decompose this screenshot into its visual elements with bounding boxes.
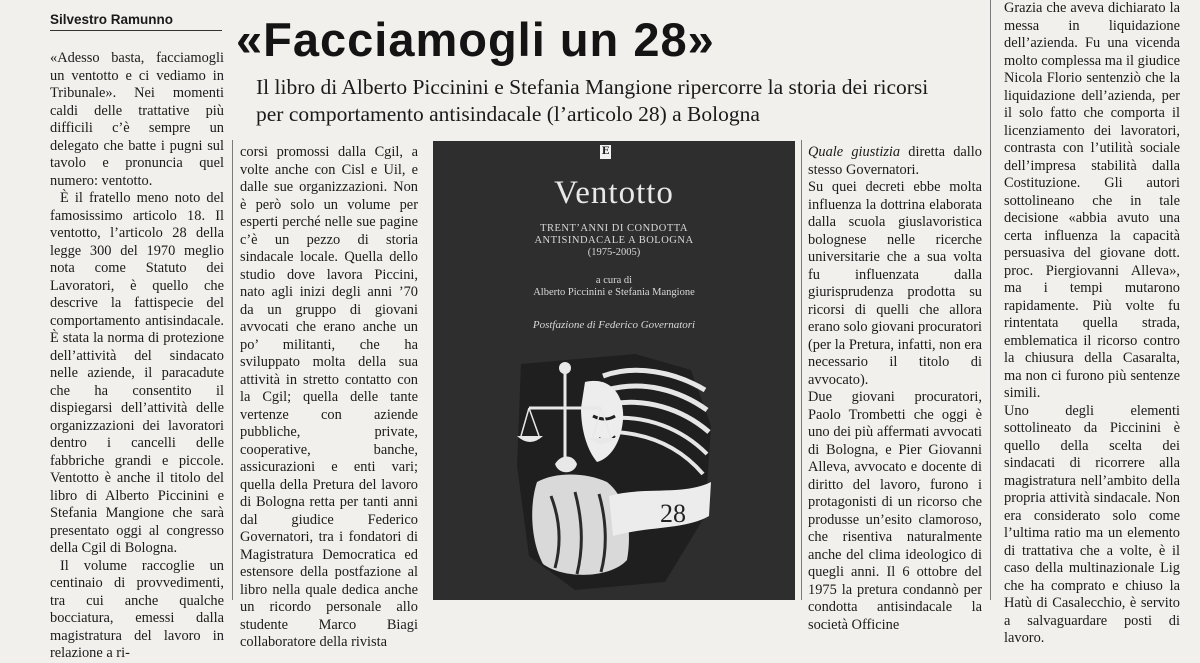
- column-3-paragraph-3: Due giovani procuratori, Paolo Trombetti che oggi è uno dei più affermati avvocati di Bologna, e Pier Giovanni Alleva, avvocato e docente di diritto del lavoro, furono i protagonisti di un ricorso che produsse un’esito clamoroso, che risentiva naturalmente anche del clima ideologico di quegli anni. Il 6 ottobre del 1975 la pretura condannò per condotta antisindacale la società Officine: [808, 389, 982, 633]
- column-3-paragraph-2: Su quei decreti ebbe molta influenza la dottrina elaborata dalla scuola giuslavoristica bolognese nelle ricerche universitarie che a sua volta fu influenzata dalla giurisprudenza prodotta su ricorsi di quelli che allora erano solo giovani procuratori (per la Pretura, infatti, non era necessario il titolo di avvocato).: [808, 179, 982, 388]
- column-divider: [801, 140, 802, 600]
- column-3-paragraph-1-text: diretta dallo stesso Governatori.: [808, 144, 982, 178]
- book-editors: [433, 275, 795, 299]
- column-1-paragraph-3: Il volume raccoglie un centinaio di provvedimenti, tra cui anche qualche bocciatura, emessi dalla magistratura del lavoro in relazione a ri-: [50, 557, 224, 661]
- book-subtitle: [433, 223, 795, 247]
- magazine-title: Quale giustizia: [808, 144, 901, 160]
- book-dates: (1975-2005): [587, 247, 641, 258]
- column-4-paragraph-2: Uno degli elementi sottolineato da Piccinini è quello della scelta dei sindacati di ricorrere alla magistratura nell’ambito della propria attività sindacale. Non era considerato solo come l’ultima ratio ma un elemento di trattativa che a volte, è il caso della multinazionale Lig che ha comprato e chiuso la Hatù di Casalecchio, è servito a salvaguardare posti di lavoro.: [1004, 402, 1180, 646]
- column-1-paragraph-2: È il fratello meno noto del famosissimo articolo 18. Il ventotto, l’articolo 28 della legge 300 del 1970 meglio nota come Statuto dei Lavoratori, è quello che descrive la fattispecie del comportamento antisindacale. È stata la norma di protezione dell’attività del sindacato nelle aziende, il paracadute che ha consentito il dispiegarsi dell’attività delle organizzazioni dei lavoratori dentro i cancelli delle fabbriche grandi e piccole. Ventotto è anche il titolo del libro di Alberto Piccinini e Stefania Mangione che sarà presentato oggi al congresso della Cgil di Bologna.: [50, 190, 224, 556]
- article-column-1: [50, 50, 224, 663]
- book-cover-image: [433, 141, 795, 600]
- book-subtitle-line-2: ANTISINDACALE A BOLOGNA: [534, 235, 694, 246]
- book-afterword: Postfazione di Federico Governatori: [532, 319, 696, 331]
- book-title: Ventotto: [554, 175, 674, 211]
- book-subtitle-line-1: TRENT’ANNI DI CONDOTTA: [540, 223, 688, 234]
- column-2-paragraph-1: corsi promossi dalla Cgil, a volte anche con Cisl e Uil, e dalle sue organizzazioni. Non è però solo un volume per esperti perché nelle sue pagine c’è un pezzo di storia sindacale locale. Quella dello studio dove lavora Piccini, nato agli inizi degli anni ’70 da un gruppo di giovani avvocati che erano anche un po’ militanti, che ha sviluppato molta della sua attività in stretto contatto con la Cgil; quella delle tante vertenze con aziende pubbliche, private, cooperative, banche, assicurazioni e enti vari; quella della Pretura del lavoro di Bologna retta per tanti anni dal giudice Federico Governatori, tra i fondatori di Magistratura Democratica ed estensore della postfazione al libro nella quale dedica anche un ricordo personale allo studente Marco Biagi collaboratore della rivista: [240, 144, 418, 650]
- justice-emblem-illustration: [515, 346, 715, 596]
- column-divider: [232, 140, 233, 600]
- article-subheadline: Il libro di Alberto Piccinini e Stefania Mangione ripercorre la storia dei ricorsi per comportamento antisindacale (l’articolo 28) a Bologna: [256, 75, 929, 126]
- book-editors-label: a cura di: [595, 275, 633, 286]
- column-3-paragraph-1: [808, 144, 982, 179]
- article-column-3: [808, 144, 982, 634]
- emblem-number: 28: [660, 499, 686, 528]
- column-divider: [990, 0, 991, 600]
- article-byline: Silvestro Ramunno: [50, 12, 174, 27]
- column-1-paragraph-1: «Adesso basta, facciamogli un ventotto e ci vediamo in Tribunale». Nei momenti caldi delle trattative più difficili c’è sempre un delegato che batte i pugni sul tavolo e pronuncia quel numero: ventotto.: [50, 50, 224, 189]
- column-4-paragraph-1: Grazia che aveva dichiarato la messa in liquidazione dell’azienda. Fu una vicenda molto complessa ma il giudice Nicola Florio sentenziò che la liquidazione dell’azienda, per il solo fatto che comporta il licenziamento dei lavoratori, contrasta con l’utilità sociale dell’impresa stabilità dalla Costituzione. Gli autori sottolineano che in tale decisione «abbia avuto una certa influenza la capacità persuasiva del giovane dott. proc. Piergiovanni Alleva», ma i tempi mutarono rapidamente. Più volte fu rintentata quella strada, emblematica il ricorso contro la chiusura della Casaralta, ma non ci furono più sentenze simili.: [1004, 0, 1180, 401]
- book-editors-names: Alberto Piccinini e Stefania Mangione: [533, 287, 695, 298]
- article-column-4: [1004, 0, 1180, 648]
- byline-divider: [50, 30, 222, 31]
- publisher-mark: E: [601, 146, 610, 157]
- article-column-2: [240, 144, 418, 652]
- article-headline: «Facciamogli un 28»: [236, 13, 715, 66]
